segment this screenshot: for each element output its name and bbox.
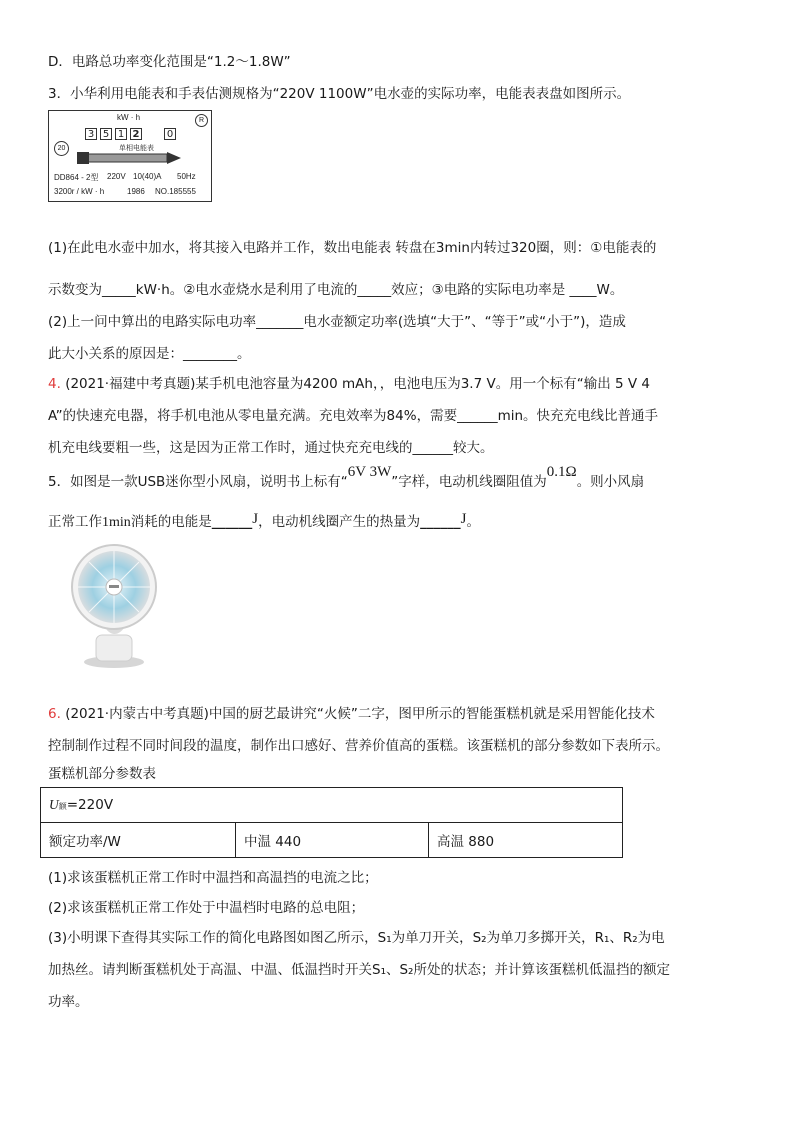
question-3-stem: 3．小华利用电能表和手表估测规格为“220V 1100W”电水壶的实际功率，电能表表盘如图所示。 [48, 86, 631, 102]
question-5-text-c: 。则小风扇 [576, 474, 645, 490]
question-6-line-2: 控制制作过程不同时间段的温度，制作出口感好、营养价值高的蛋糕。该蛋糕机的部分参数如下表所示。 [48, 738, 669, 754]
question-5-text-e: 消耗的电能是 [130, 514, 212, 530]
question-5-time: 1min [102, 515, 131, 530]
question-5-line-1 [48, 466, 644, 498]
question-4-number: 4. [48, 376, 61, 392]
question-5-text-b: ”字样，电动机线圈阻值为 [391, 474, 547, 490]
question-3-part-1-line-2: 示数变为_____kW·h。②电水壶烧水是利用了电流的_____效应；③电路的实际电功率是 ____W。 [48, 282, 624, 298]
option-d-text: D．电路总功率变化范围是“1.2～1.8W” [48, 54, 291, 70]
question-6-text: (2021·内蒙古中考真题)中国的厨艺最讲究“火候”二字，图甲所示的智能蛋糕机就是采用智能化技术 [65, 706, 655, 722]
question-5-blank-2: ______ [420, 514, 461, 530]
table-cell-voltage [41, 788, 623, 823]
meter-year: 1986 [127, 187, 145, 196]
question-4-text: (2021·福建中考真题)某手机电池容量为4200 mAh，，电池电压为3.7 V。用一个标有“输出 5 V 4 [65, 376, 650, 392]
table-cell: 中温 440 [236, 823, 429, 858]
question-5-rating: 6V 3W [347, 464, 392, 480]
question-3-part-2-line-1: (2)上一问中算出的电路实际电功率_______电水壶额定功率(选填“大于”、“等于”或“小于”)，造成 [48, 314, 626, 330]
meter-digit: 5 [100, 128, 112, 140]
voltage-value: =220V [66, 797, 114, 813]
table-cell: 高温 880 [429, 823, 623, 858]
table-row [41, 788, 623, 823]
meter-digit: 2 [130, 128, 142, 140]
meter-label: 单相电能表 [119, 145, 154, 152]
meter-current: 10(40)A [133, 172, 162, 181]
table-row [41, 823, 623, 858]
question-6-sub-1: (1)求该蛋糕机正常工作时中温挡和高温挡的电流之比； [48, 870, 378, 886]
question-5-resistance: 0.1Ω [546, 464, 577, 480]
meter-unit: kW · h [117, 113, 141, 122]
question-4-line-2: A”的快速充电器，将手机电池从零电量充满。充电效率为84%，需要______min。快充充电线比普通手 [48, 408, 659, 424]
meter-r-mark: R [195, 114, 208, 127]
question-5-text-f: ，电动机线圈产生的热量为 [258, 514, 421, 530]
question-5-unit-2: J [460, 511, 467, 527]
meter-disc-icon [77, 151, 181, 165]
question-5-text-a: 5．如图是一款USB迷你型小风扇，说明书上标有“ [48, 474, 348, 490]
question-6-sub-2: (2)求该蛋糕机正常工作处于中温档时电路的总电阻； [48, 900, 365, 916]
cake-machine-params-table [40, 787, 623, 858]
question-5-text-d: 正常工作 [48, 514, 102, 530]
usb-fan-image [68, 543, 160, 668]
meter-digit: 3 [85, 128, 97, 140]
question-3-part-1-line-1: (1)在此电水壶中加水，将其接入电路并工作，数出电能表 转盘在3min内转过320圈，则：①电能表的 [48, 240, 657, 256]
question-6-sub-3-end: 功率。 [48, 994, 89, 1010]
question-5-unit-1: J [252, 511, 259, 527]
voltage-subscript: 额 [58, 802, 67, 811]
question-6-line-1 [48, 702, 655, 722]
question-4-line-1 [48, 372, 650, 392]
question-5-blank-1: ______ [211, 514, 253, 530]
meter-badge: 20 [54, 141, 69, 156]
electric-meter-figure [48, 110, 212, 202]
question-3-part-2-line-2: 此大小关系的原因是：________。 [48, 346, 251, 362]
table-title: 蛋糕机部分参数表 [48, 766, 156, 782]
question-5-line-2 [48, 510, 480, 531]
voltage-symbol: U [49, 797, 59, 812]
meter-digit: 0 [164, 128, 176, 140]
meter-voltage: 220V [107, 172, 126, 181]
table-cell: 额定功率/W [41, 823, 236, 858]
meter-digit: 1 [115, 128, 127, 140]
question-5-text-g: 。 [466, 514, 480, 530]
question-6-sub-3-cont: 加热丝。请判断蛋糕机处于高温、中温、低温挡时开关S₁、S₂所处的状态；并计算该蛋糕机低温挡的额定 [48, 962, 670, 978]
meter-frequency: 50Hz [177, 172, 196, 181]
meter-serial: NO.185555 [155, 187, 196, 196]
question-4-line-3: 机充电线要粗一些，这是因为正常工作时，通过快充充电线的______较大。 [48, 440, 494, 456]
meter-constant: 3200r / kW · h [54, 187, 105, 196]
question-6-number: 6. [48, 706, 61, 722]
meter-model: DD864 - 2型 [54, 173, 99, 182]
question-6-sub-3: (3)小明课下查得其实际工作的简化电路图如图乙所示，S₁为单刀开关，S₂为单刀多掷开关，R₁、R₂为电 [48, 930, 665, 946]
